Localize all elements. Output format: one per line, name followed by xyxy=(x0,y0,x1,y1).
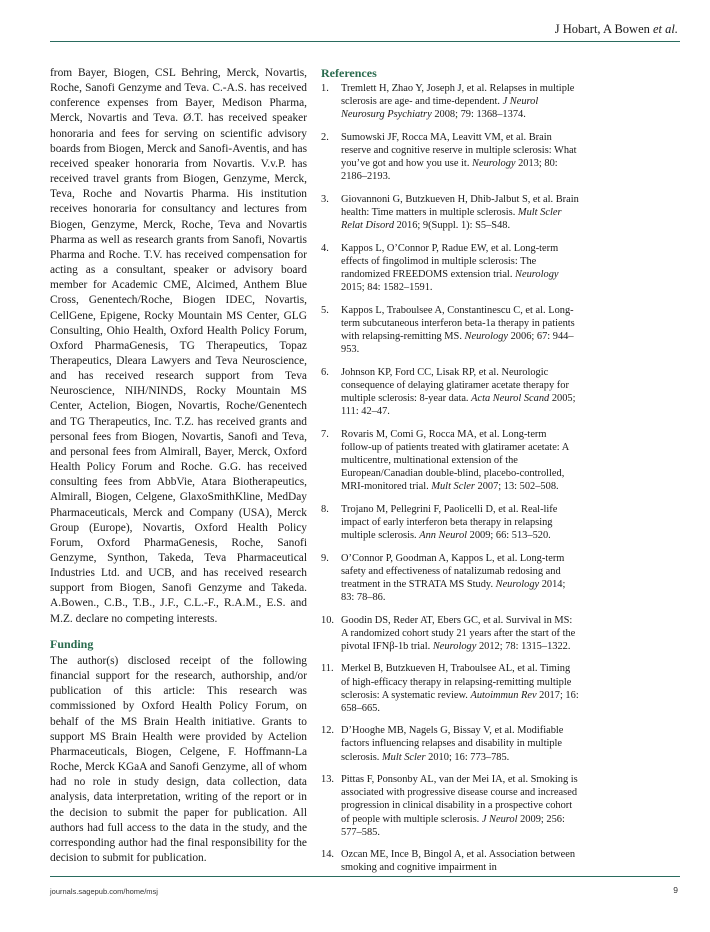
reference-item xyxy=(321,724,579,763)
reference-details: 2006; 67: 944–953. xyxy=(341,330,574,355)
reference-body: Pittas F, Ponsonby AL, van der Mei IA, et al. Smoking is associated with progressive disease course and increased progression in clinical disability in a prospective cohort of people with multiple sclerosis. xyxy=(341,774,578,825)
running-head-etal: et al. xyxy=(653,22,678,36)
reference-text xyxy=(341,242,579,294)
reference-item xyxy=(321,304,579,356)
reference-item xyxy=(321,366,579,418)
reference-journal: Neurology xyxy=(472,158,516,170)
reference-number: 3. xyxy=(321,193,329,205)
reference-body: Rovaris M, Comi G, Rocca MA, et al. Long-term follow-up of patients treated with glatiramer acetate: A multicentre, multinational extension of the European/Canadian double-blind, placebo-controlled, MRI-monitored trial. xyxy=(341,428,569,492)
references-heading: References xyxy=(321,66,377,80)
reference-item xyxy=(321,428,579,493)
reference-text xyxy=(341,662,579,714)
reference-number: 11. xyxy=(321,663,334,675)
reference-text xyxy=(341,193,579,232)
bottom-rule xyxy=(50,876,680,877)
competing-interests-text: from Bayer, Biogen, CSL Behring, Merck, Novartis, Roche, Sanofi Genzyme and Teva. C.-A.S. has received conference expenses from Bayer, Medison Pharma, Merck, Novartis and Teva. Ø.T. has received speaker honoraria and fees for serving on scientific advisory boards from Biogen, Merck and Sanofi-Aventis, and has received speaker honoraria from Novartis. V.v.P. has received travel grants from Biogen, Genzyme, Merck, Teva, Roche and Novartis Pharma. His institution receives honoraria for consultancy and lectures from Biogen, Genzyme, Merck, Roche, Teva and Novartis Pharma as well as research grants from Sanofi, Novartis Pharma and Roche. T.V. has received compensation for acting as a consultant, speaker or advisory board member for Academic CME, Alcimed, Anthem Blue Cross, Genentech/Roche, Biogen IDEC, Novartis, CellGene, Epigene, Rocky Mountain MS Center, GLG Consulting, Ohio Health, Oxford Health Policy Forum, Oxford PharmaGenesis, TG Therapeutics, Topaz Therapeutics, Dleara Lawyers and Teva Neuroscience, and has received research support from Teva Neuroscience, NIH/NINDS, Rocky Mountain MS Center, Actelion, Biogen, Novartis, Roche/Genentech and TG Therapeutics, Inc. T.Z. has received grants and personal fees from Biogen, Novartis, Sanofi and Teva, and personal fees from Almirall, Bayer, Merck, Oxford Health Policy Forum and Roche. G.G. has received consulting fees from AbbVie, Atara Biotherapeutics, Almirall, Biogen, Celgene, GlaxoSmithKline, MedDay Pharmaceuticals, Merck and Company (USA), Merck Group (Europe), Novartis, Oxford Health Policy Forum, Oxford PharmaGenesis, Roche, Sanofi Genzyme, Synthon, Takeda, Teva Pharmaceutical Industries Ltd. and UCB, and has received research support from Biogen, Sanofi Genzyme and Takeda. A.Bowen., C.B., T.B., J.F., C.L.-F., R.A.M., E.S. and M.Z. declare no competing interests. xyxy=(50,67,307,625)
reference-body: Johnson KP, Ford CC, Lisak RP, et al. Neurologic consequence of delaying glatiramer acetate therapy for multiple sclerosis: 8-year data. xyxy=(341,366,569,404)
right-column xyxy=(321,66,579,884)
reference-item xyxy=(321,848,579,874)
reference-item xyxy=(321,552,579,604)
left-column xyxy=(50,66,307,866)
reference-details: 2008; 79: 1368–1374. xyxy=(431,109,526,121)
running-head xyxy=(555,22,678,37)
reference-number: 6. xyxy=(321,366,329,378)
reference-body: Tremlett H, Zhao Y, Joseph J, et al. Relapses in multiple sclerosis are age- and time-dependent. xyxy=(341,83,575,108)
reference-text xyxy=(341,773,579,838)
reference-details: 2016; 9(Suppl. 1): S5–S48. xyxy=(394,220,511,232)
reference-details: 2015; 84: 1582–1591. xyxy=(341,282,433,293)
reference-item xyxy=(321,503,579,542)
reference-journal: Mult Scler Relat Disord xyxy=(341,206,562,232)
reference-item xyxy=(321,614,579,653)
funding-text: The author(s) disclosed receipt of the following financial support for the research, authorship, and/or publication of this article: This research was commissioned by Oxford Health Policy Forum, on behalf of the MS Brain Health initiative. Grants to support MS Brain Health were provided by Actelion Pharmaceuticals, Biogen, Celgene, F. Hoffmann-La Roche, Merck KGaA and Sanofi Genzyme, all of whom had no role in study design, data collection, data analysis, data interpretation, writing of the report or in the decision to submit the paper for publication. All authors had full access to the data in the study, and the corresponding author had the final responsibility for the decision to submit for publication. xyxy=(50,654,307,864)
page-number: 9 xyxy=(673,885,678,895)
reference-journal: Neurology xyxy=(432,640,477,652)
reference-details: 2010; 16: 773–785. xyxy=(425,751,510,763)
reference-details: 2014; 83: 78–86. xyxy=(341,578,566,603)
reference-text xyxy=(341,428,579,493)
reference-item xyxy=(321,131,579,183)
reference-number: 13. xyxy=(321,774,334,786)
reference-details: 2012; 78: 1315–1322. xyxy=(476,640,571,652)
reference-item xyxy=(321,193,579,232)
reference-body: Trojano M, Pellegrini F, Paolicelli D, et al. Real-life impact of early interferon beta therapy in relapsing multiple sclerosis. xyxy=(341,503,558,541)
reference-journal: J Neurol Neurosurg Psychiatry xyxy=(341,96,539,121)
reference-body: D’Hooghe MB, Nagels G, Bissay V, et al. Modifiable factors influencing relapses and disability in multiple sclerosis. xyxy=(341,725,564,763)
reference-text xyxy=(341,848,579,874)
reference-body: Giovannoni G, Butzkueven H, Dhib-Jalbut S, et al. Brain health: Time matters in multiple sclerosis. xyxy=(341,193,579,218)
reference-body: O’Connor P, Goodman A, Kappos L, et al. Long-term safety and effectiveness of natalizumab redosing and treatment in the STRATA MS Study. xyxy=(341,552,565,590)
reference-number: 2. xyxy=(321,131,329,143)
reference-text xyxy=(341,366,579,418)
reference-journal: Mult Scler xyxy=(381,751,426,763)
reference-text xyxy=(341,552,579,604)
reference-number: 8. xyxy=(321,503,329,515)
reference-item xyxy=(321,662,579,714)
reference-text xyxy=(341,503,579,542)
reference-number: 12. xyxy=(321,725,334,737)
reference-text xyxy=(341,82,579,121)
reference-number: 9. xyxy=(321,552,329,564)
reference-journal: Neurology xyxy=(495,578,540,590)
reference-text xyxy=(341,724,579,763)
top-rule xyxy=(50,41,680,42)
reference-item xyxy=(321,242,579,294)
reference-details: 2009; 66: 513–520. xyxy=(467,529,551,541)
reference-journal: Mult Scler xyxy=(431,481,475,492)
reference-list xyxy=(321,82,579,875)
reference-body: Merkel B, Butzkueven H, Traboulsee AL, et al. Timing of high-efficacy therapy in relapsing-remitting multiple sclerosis: A systematic review. xyxy=(341,663,572,701)
running-head-authors: J Hobart, A Bowen xyxy=(554,22,650,36)
reference-number: 4. xyxy=(321,242,329,254)
reference-item xyxy=(321,773,579,838)
reference-journal: Autoimmun Rev xyxy=(470,689,537,701)
reference-body: Kappos L, Traboulsee A, Constantinescu C, et al. Long-term subcutaneous interferon beta-1a therapy in patients with relapsing-remitting MS. xyxy=(341,304,575,342)
reference-journal: Acta Neurol Scand xyxy=(471,392,550,404)
reference-details: 2007; 13: 502–508. xyxy=(474,481,559,492)
reference-body: Ozcan ME, Ince B, Bingol A, et al. Association between smoking and cognitive impairment in xyxy=(341,849,576,874)
reference-text xyxy=(341,131,579,183)
reference-number: 1. xyxy=(321,83,329,94)
reference-details: 2017; 16: 658–665. xyxy=(341,689,579,714)
reference-text xyxy=(341,304,579,356)
reference-body: Sumowski JF, Rocca MA, Leavitt VM, et al. Brain reserve and cognitive reserve in multiple sclerosis: What you’ve got and how you use it. xyxy=(341,131,577,170)
reference-number: 5. xyxy=(321,304,329,316)
reference-body: Goodin DS, Reder AT, Ebers GC, et al. Survival in MS: A randomized cohort study 21 years after the start of the pivotal IFNβ-1b trial. xyxy=(341,614,576,652)
reference-number: 14. xyxy=(321,849,334,861)
reference-journal: Ann Neurol xyxy=(419,529,468,541)
reference-item xyxy=(321,82,579,121)
reference-details: 2005; 111: 42–47. xyxy=(341,392,576,417)
reference-number: 10. xyxy=(321,614,334,626)
reference-journal: J Neurol xyxy=(481,813,518,825)
reference-journal: Neurology xyxy=(515,268,559,280)
reference-details: 2009; 256: 577–585. xyxy=(341,813,565,838)
reference-number: 7. xyxy=(321,428,329,440)
reference-text xyxy=(341,614,579,653)
reference-details: 2013; 80: 2186–2193. xyxy=(341,158,558,183)
funding-heading: Funding xyxy=(50,636,94,651)
reference-journal: Neurology xyxy=(464,330,509,342)
reference-body: Kappos L, O’Connor P, Radue EW, et al. Long-term effects of fingolimod in multiple sclerosis: The randomized FREEDOMS extension trial. xyxy=(341,242,559,280)
footer-journal-url[interactable]: journals.sagepub.com/home/msj xyxy=(50,887,158,896)
